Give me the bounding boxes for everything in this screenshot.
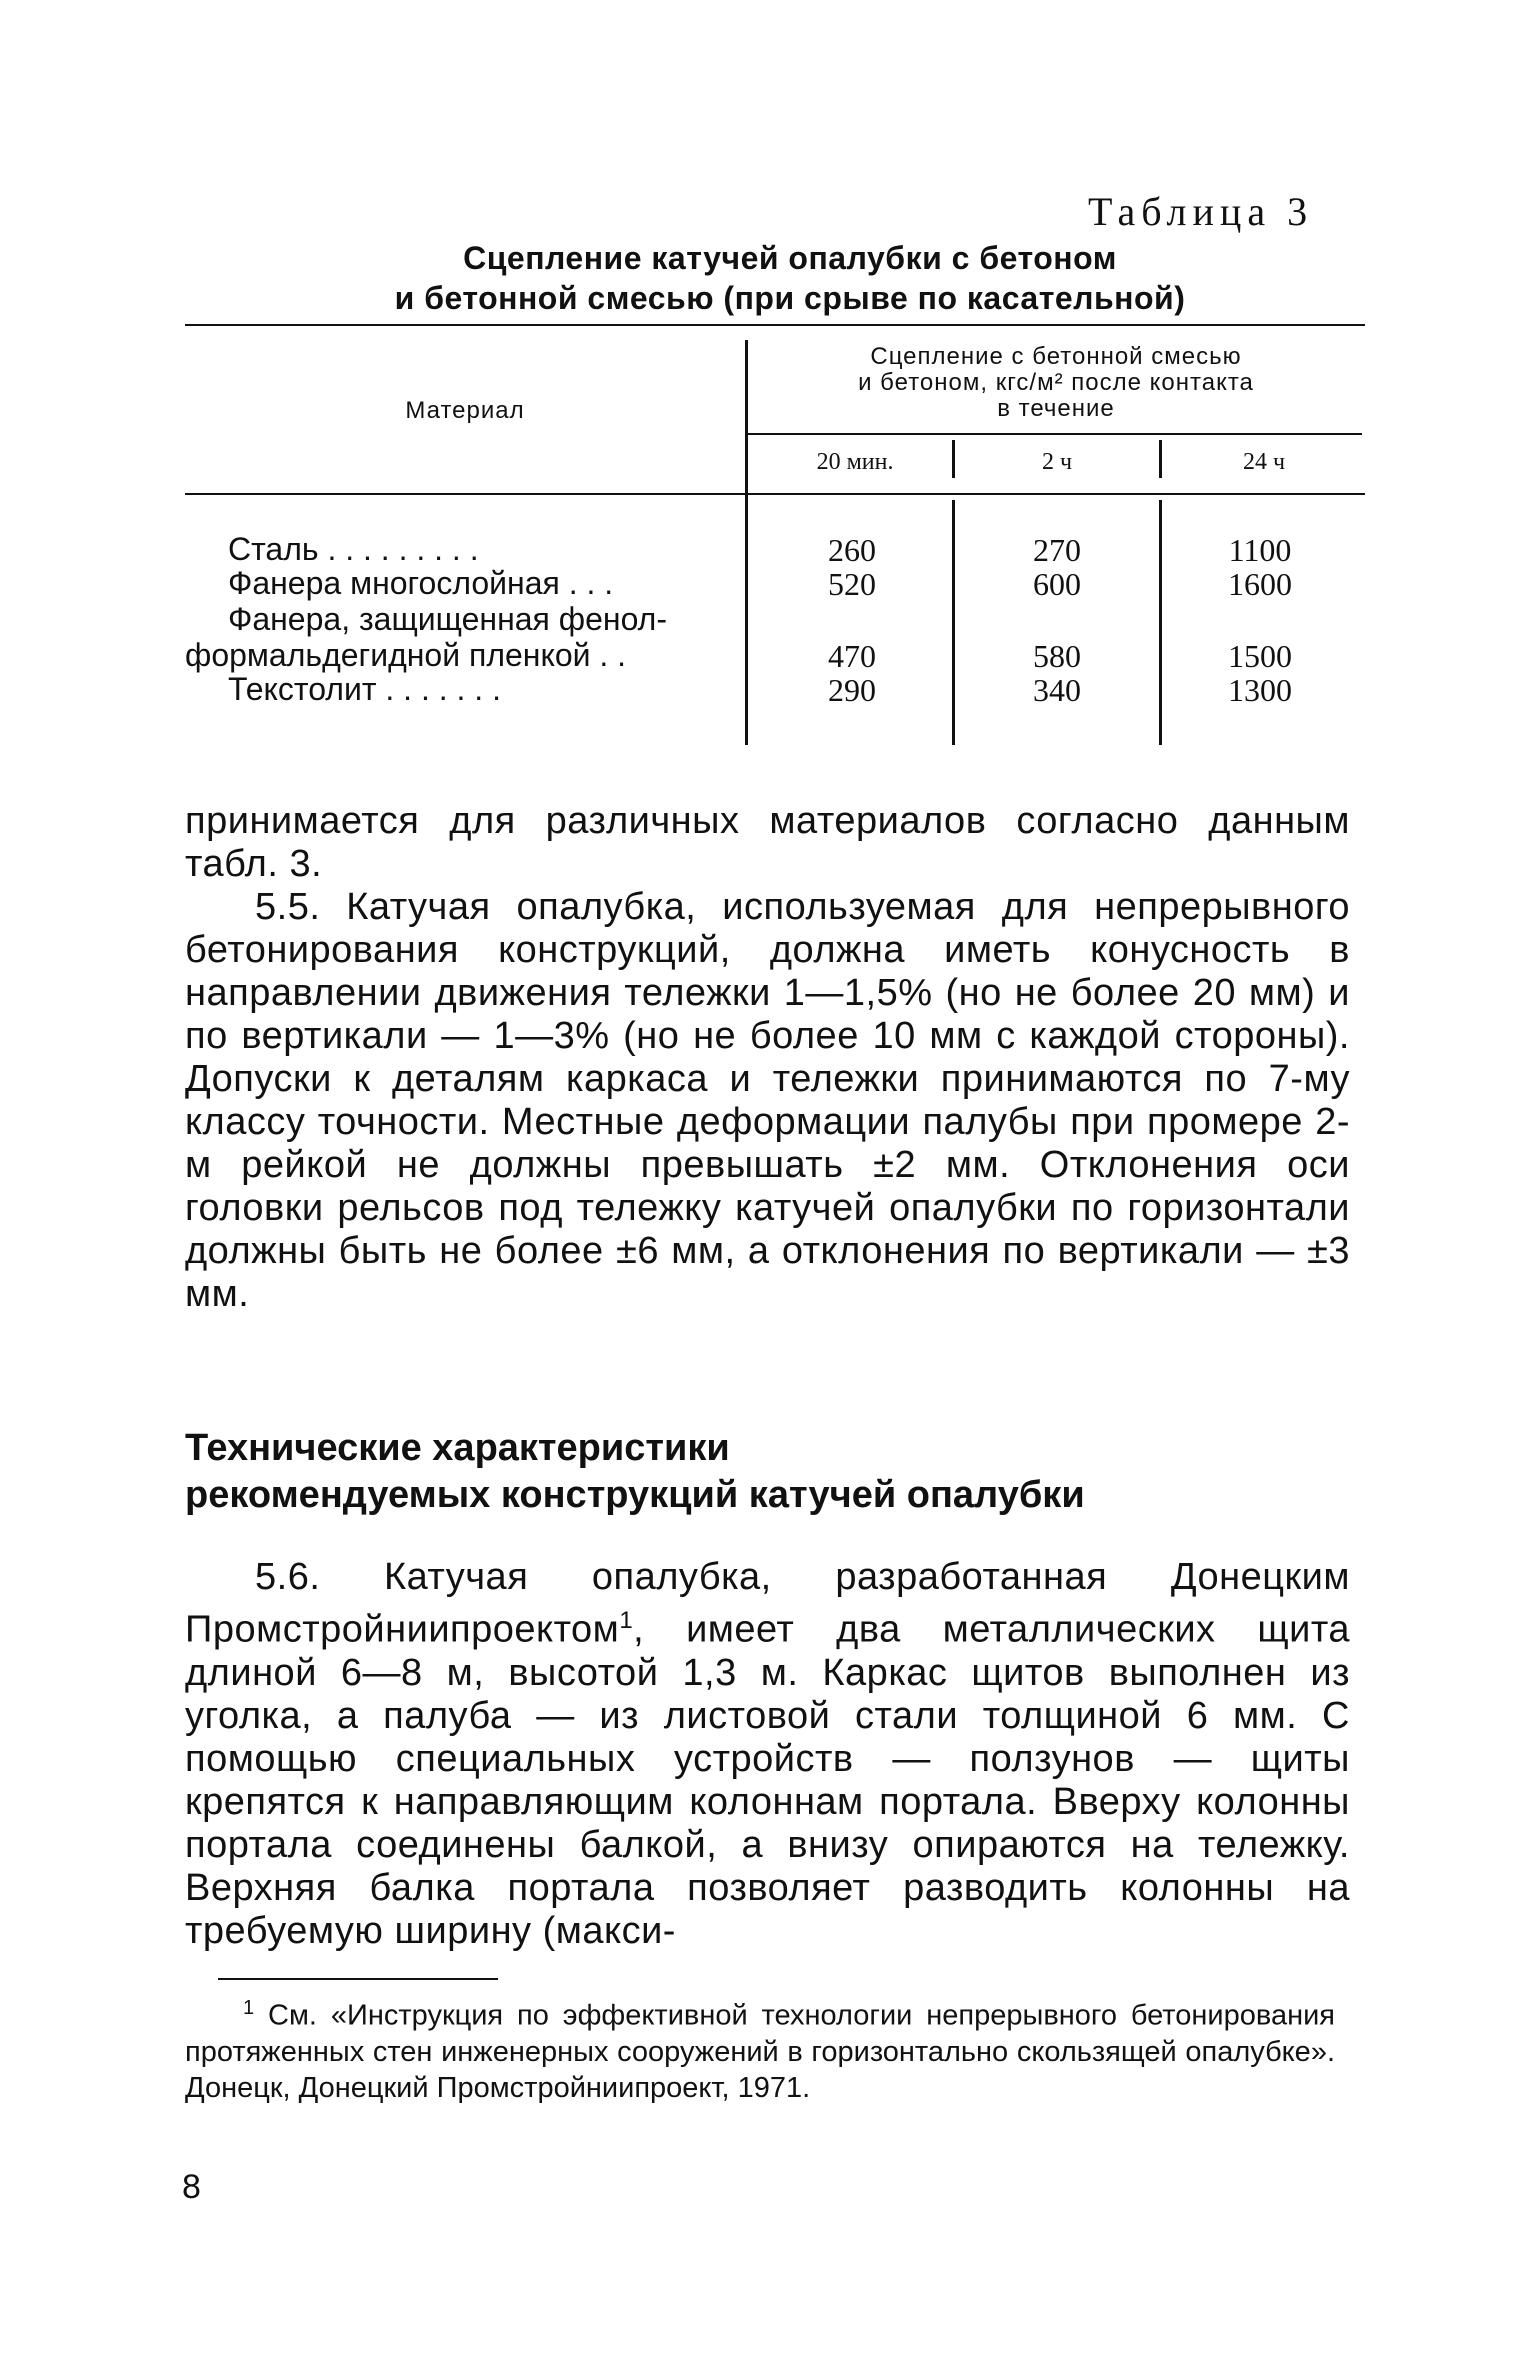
table-divider-material <box>745 340 748 745</box>
cell-textolite-20min: 290 <box>828 672 876 708</box>
cell-textolite-24h: 1300 <box>1228 672 1292 708</box>
table-divider-col3-body <box>1159 500 1162 745</box>
header-material: Материал <box>405 397 525 424</box>
footnote-text: См. «Инструкция по эффективной технологии непрерывного бетонирования протяженных стен инженерных сооружений в горизонтально скользящей опалубке». Донецк, Донецкий Промстройниипроект, 1971. <box>185 1999 1335 2104</box>
cell-plywood-2h: 600 <box>1033 566 1081 602</box>
paragraph-5-5: 5.5. Катучая опалубка, используемая для непрерывного бетонирования конструкций, должна иметь конусность в направлении движения тележки 1—1,5% (но не более 20 мм) и по вертикали — 1—3% (но не более 10 мм с каждой стороны). Допуски к деталям каркаса и тележки принимаются по 7-му классу точности. Местные деформации палубы при промере 2-м рейкой не должны превышать ±2 мм. Отклонения оси головки рельсов под тележку катучей опалубки по горизонтали должны быть не более ±6 мм, а отклонения по вертикали — ±3 мм. <box>185 886 1350 1315</box>
paragraph-continuation: принимается для различных материалов согласно данным табл. 3. <box>185 800 1350 885</box>
footnote-separator <box>218 1978 498 1980</box>
row-label-textolite: Текстолит . . . . . . . <box>228 671 501 707</box>
header-bottom-rule <box>185 493 1365 495</box>
table-divider-col2-body <box>952 500 955 745</box>
table-label: Таблица 3 <box>1088 189 1314 234</box>
paragraph-5-6 <box>185 1556 1350 1953</box>
body-text-block <box>185 800 1350 1316</box>
section-heading: Технические характеристики рекомендуемых конструкций катучей опалубки <box>185 1427 1085 1516</box>
paragraph-5-6-part2: , имеет два металлических щита длиной 6—8 м, высотой 1,3 м. Каркас щитов выполнен из уголка, а палуба — из листовой стали толщиной 6 мм. С помощью специальных устройств — ползунов — щиты крепятся к направляющим колоннам портала. Вверху колонны портала соединены балкой, а внизу опираются на тележку. Верхняя балка портала позволяет разводить колонны на требуемую ширину (макси- <box>185 1608 1350 1952</box>
header-group: Сцепление с бетонной смесью и бетоном, кгс/м² после контакта в течение <box>858 343 1254 422</box>
cell-protected-20min: 470 <box>828 638 876 674</box>
table-divider-col2 <box>952 440 955 478</box>
cell-protected-24h: 1500 <box>1228 638 1292 674</box>
cell-protected-2h: 580 <box>1033 638 1081 674</box>
table-divider-col3 <box>1159 440 1162 478</box>
row-label-plywood: Фанера многослойная . . . <box>228 565 614 601</box>
subheader-2h: 2 ч <box>1041 449 1073 475</box>
cell-steel-24h: 1100 <box>1228 532 1292 568</box>
cell-steel-2h: 270 <box>1033 532 1081 568</box>
table-title-line1: Сцепление катучей опалубки с бетоном <box>463 240 1117 276</box>
cell-textolite-2h: 340 <box>1033 672 1081 708</box>
subheader-rule <box>747 433 1362 435</box>
table-title-line2: и бетонной смесью (при срыве по касательной) <box>394 280 1186 316</box>
subheader-20min: 20 мин. <box>816 449 894 475</box>
cell-plywood-20min: 520 <box>828 566 876 602</box>
table-title <box>180 238 1400 318</box>
subheader-24h: 24 ч <box>1242 449 1286 475</box>
page-number: 8 <box>182 2168 201 2206</box>
row-label-protected-plywood-1: Фанера, защищенная фенол- <box>228 601 667 637</box>
row-label-steel: Сталь . . . . . . . . . <box>228 531 479 567</box>
row-label-protected-plywood-2: формальдегидной пленкой . . <box>185 637 627 673</box>
cell-steel-20min: 260 <box>828 532 876 568</box>
table-top-rule <box>185 324 1365 326</box>
footnote <box>185 1990 1335 2106</box>
footnote-ref: 1 <box>619 1607 634 1634</box>
footnote-marker: 1 <box>243 1997 255 2019</box>
paragraph-5-6-part1: 5.6. Катучая опалубка, разработанная Донецким Промстройниипроектом <box>185 1556 1350 1651</box>
cell-plywood-24h: 1600 <box>1228 566 1292 602</box>
